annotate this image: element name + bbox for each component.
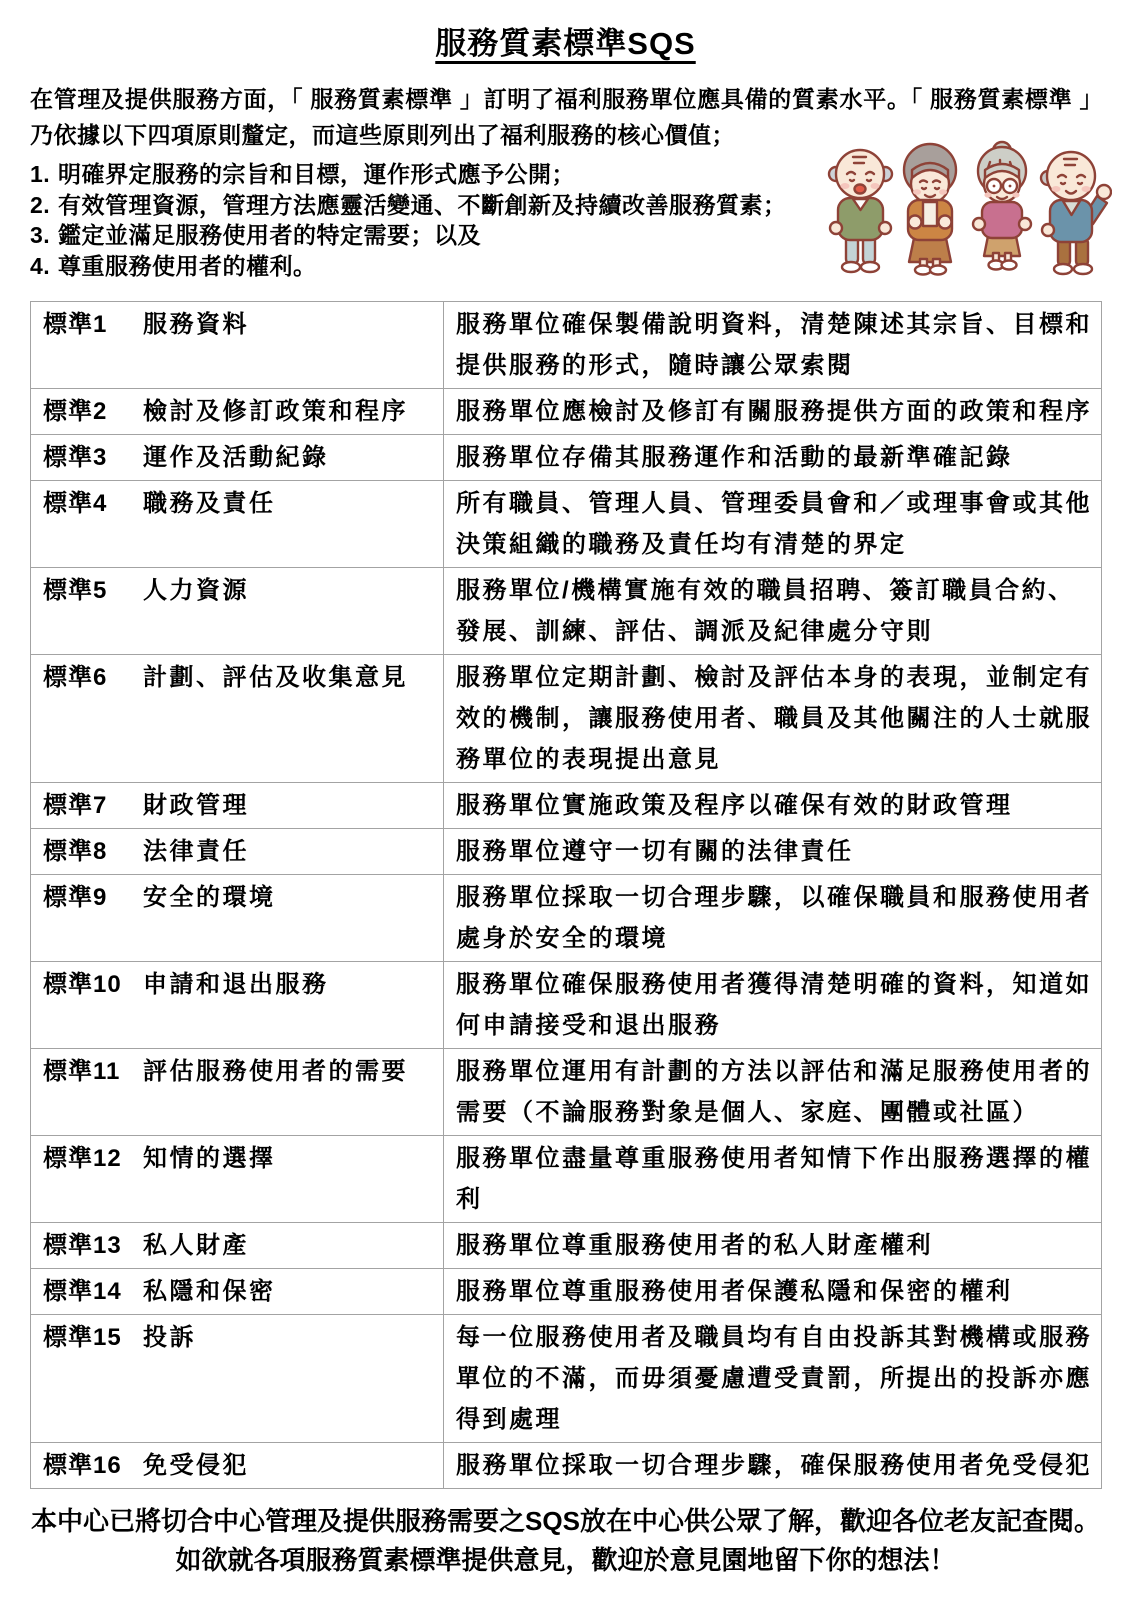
standards-table-body <box>31 302 1102 1489</box>
table-row <box>31 829 1102 875</box>
standard-name: 財政管理 <box>143 792 249 819</box>
principle-number: 2. <box>30 191 51 218</box>
standard-desc-cell: 服務單位確保服務使用者獲得清楚明確的資料，知道如何申請接受和退出服務 <box>444 962 1102 1049</box>
standard-desc-cell: 服務單位應檢討及修訂有關服務提供方面的政策和程序 <box>444 389 1102 435</box>
standard-desc-cell: 服務單位尊重服務使用者的私人財產權利 <box>444 1223 1102 1269</box>
standard-name: 人力資源 <box>143 577 249 604</box>
footer-note <box>0 1502 1131 1580</box>
table-row <box>31 568 1102 655</box>
standard-name: 服務資料 <box>143 311 249 338</box>
principle-number: 4. <box>30 252 51 279</box>
standard-title-cell <box>31 829 444 875</box>
standard-name: 職務及責任 <box>143 490 276 517</box>
principle-text: 明確界定服務的宗旨和目標，運作形式應予公開； <box>58 161 575 187</box>
standard-title-cell <box>31 1049 444 1136</box>
table-row <box>31 1269 1102 1315</box>
principle-text: 尊重服務使用者的權利。 <box>58 252 317 279</box>
standard-id: 標準11 <box>43 1058 121 1085</box>
principle-text: 有效管理資源，管理方法應靈活變通、不斷創新及持續改善服務質素； <box>58 191 787 218</box>
standard-name: 私人財產 <box>143 1232 249 1259</box>
standard-desc-cell: 服務單位盡量尊重服務使用者知情下作出服務選擇的權利 <box>444 1136 1102 1223</box>
standard-title-cell <box>31 962 444 1049</box>
table-row <box>31 302 1102 389</box>
table-row <box>31 481 1102 568</box>
standard-id: 標準16 <box>43 1452 122 1479</box>
table-row <box>31 435 1102 481</box>
standard-name: 私隱和保密 <box>143 1278 276 1305</box>
table-row <box>31 1443 1102 1489</box>
table-row <box>31 1049 1102 1136</box>
intro-paragraph: 在管理及提供服務方面，「 服務質素標準 」訂明了福利服務單位應具備的質素水平。「 服務質素標準 」乃依據以下四項原則釐定，而這些原則列出了福利服務的核心價值； <box>30 86 1103 148</box>
table-row <box>31 1223 1102 1269</box>
standard-title-cell <box>31 568 444 655</box>
standard-name: 評估服務使用者的需要 <box>143 1058 408 1085</box>
standard-title-cell <box>31 783 444 829</box>
standard-desc-cell: 服務單位運用有計劃的方法以評估和滿足服務使用者的需要（不論服務對象是個人、家庭、團體或社區） <box>444 1049 1102 1136</box>
standard-title-cell <box>31 1315 444 1443</box>
standard-id: 標準6 <box>43 664 108 691</box>
standard-title-cell <box>31 302 444 389</box>
standard-id: 標準8 <box>43 838 108 865</box>
standard-name: 投訴 <box>143 1324 196 1351</box>
standard-title-cell <box>31 655 444 783</box>
standard-name: 安全的環境 <box>143 884 276 911</box>
standard-title-cell <box>31 435 444 481</box>
standards-table <box>30 301 1102 1489</box>
standard-name: 申請和退出服務 <box>143 971 329 998</box>
table-row <box>31 1315 1102 1443</box>
table-row <box>31 875 1102 962</box>
standard-id: 標準5 <box>43 577 108 604</box>
standard-id: 標準7 <box>43 792 108 819</box>
principle-text: 鑑定並滿足服務使用者的特定需要；以及 <box>58 222 481 248</box>
table-row <box>31 655 1102 783</box>
standard-id: 標準12 <box>43 1145 122 1172</box>
standard-desc-cell: 服務單位採取一切合理步驟，確保服務使用者免受侵犯 <box>444 1443 1102 1489</box>
principle-item-4 <box>30 251 830 282</box>
standard-name: 知情的選擇 <box>143 1145 276 1172</box>
standard-desc-cell: 服務單位遵守一切有關的法律責任 <box>444 829 1102 875</box>
page-title <box>0 0 1131 63</box>
footer-line-1: 本中心已將切合中心管理及提供服務需要之SQS放在中心供公眾了解，歡迎各位老友記查閱。 <box>31 1506 1100 1536</box>
standard-title-cell <box>31 1223 444 1269</box>
standard-title-cell <box>31 1443 444 1489</box>
table-row <box>31 962 1102 1049</box>
principles-list <box>30 159 830 281</box>
standard-title-cell <box>31 1136 444 1223</box>
standard-desc-cell: 每一位服務使用者及職員均有自由投訴其對機構或服務單位的不滿，而毋須憂慮遭受責罰，所提出的投訴亦應得到處理 <box>444 1315 1102 1443</box>
standard-desc-cell: 服務單位採取一切合理步驟，以確保職員和服務使用者處身於安全的環境 <box>444 875 1102 962</box>
standard-title-cell <box>31 1269 444 1315</box>
standard-id: 標準4 <box>43 490 108 517</box>
standard-id: 標準3 <box>43 444 108 471</box>
standard-id: 標準2 <box>43 398 108 425</box>
standard-name: 運作及活動紀錄 <box>143 444 329 471</box>
table-row <box>31 389 1102 435</box>
standard-desc-cell: 所有職員、管理人員、管理委員會和／或理事會或其他決策組織的職務及責任均有清楚的界定 <box>444 481 1102 568</box>
standard-title-cell <box>31 481 444 568</box>
standard-title-cell <box>31 875 444 962</box>
standard-desc-cell: 服務單位確保製備說明資料，清楚陳述其宗旨、目標和提供服務的形式，隨時讓公眾索閱 <box>444 302 1102 389</box>
standard-id: 標準1 <box>43 311 108 338</box>
standard-desc-cell: 服務單位實施政策及程序以確保有效的財政管理 <box>444 783 1102 829</box>
table-row <box>31 1136 1102 1223</box>
principle-number: 3. <box>30 222 51 248</box>
standard-desc-cell: 服務單位/機構實施有效的職員招聘、簽訂職員合約、發展、訓練、評估、調派及紀律處分守則 <box>444 568 1102 655</box>
standard-desc-cell: 服務單位定期計劃、檢討及評估本身的表現，並制定有效的機制，讓服務使用者、職員及其他關注的人士就服務單位的表現提出意見 <box>444 655 1102 783</box>
page-title-text: 服務質素標準SQS <box>435 26 696 61</box>
standard-id: 標準10 <box>43 971 122 998</box>
standard-id: 標準14 <box>43 1278 122 1305</box>
principle-item-3 <box>30 220 830 251</box>
standard-name: 免受侵犯 <box>143 1452 249 1479</box>
table-row <box>31 783 1102 829</box>
standard-name: 法律責任 <box>143 838 249 865</box>
standard-id: 標準13 <box>43 1232 122 1259</box>
footer-line-2: 如欲就各項服務質素標準提供意見，歡迎於意見園地留下你的想法！ <box>175 1545 956 1575</box>
standard-name: 檢討及修訂政策和程序 <box>143 398 408 425</box>
principle-item-2 <box>30 190 830 221</box>
standard-desc-cell: 服務單位尊重服務使用者保護私隱和保密的權利 <box>444 1269 1102 1315</box>
standard-name: 計劃、評估及收集意見 <box>143 664 408 691</box>
standard-title-cell <box>31 389 444 435</box>
standard-desc-cell: 服務單位存備其服務運作和活動的最新準確記錄 <box>444 435 1102 481</box>
standard-id: 標準15 <box>43 1324 122 1351</box>
principle-number: 1. <box>30 161 51 187</box>
elderly-people-cartoon-icon <box>820 140 1112 276</box>
principle-item-1 <box>30 159 830 190</box>
standard-id: 標準9 <box>43 884 108 911</box>
